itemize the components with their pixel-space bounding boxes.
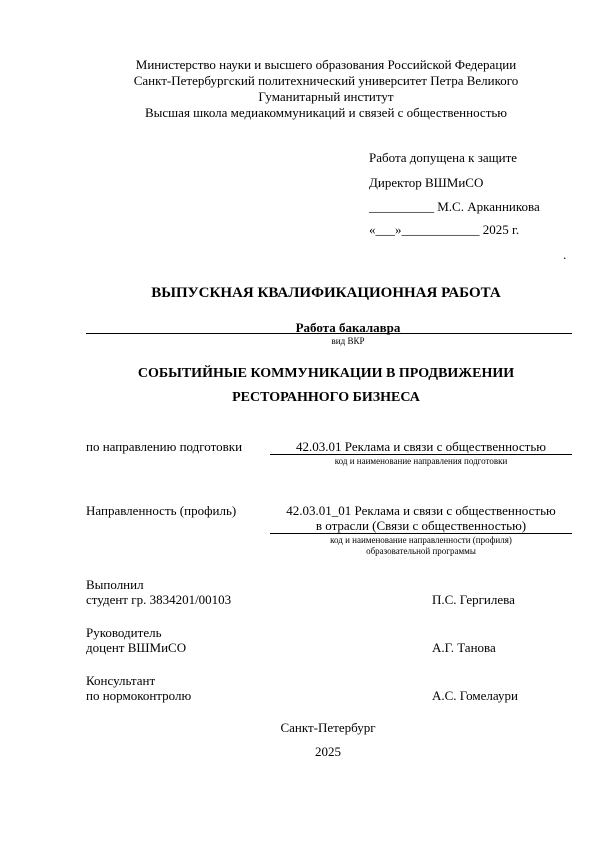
approval-signature: __________ М.С. Арканникова	[369, 199, 540, 214]
approval-dot: .	[563, 247, 567, 262]
profile-underline	[270, 533, 572, 534]
consultant-label: Консультант	[86, 673, 156, 688]
direction-value: 42.03.01 Реклама и связи с общественностью	[296, 439, 546, 454]
work-type-underline	[86, 333, 572, 334]
direction-caption: код и наименование направления подготовки	[334, 456, 508, 466]
institute-line: Гуманитарный институт	[258, 89, 394, 104]
work-type-caption: вид ВКР	[331, 336, 365, 346]
document-title: ВЫПУСКНАЯ КВАЛИФИКАЦИОННАЯ РАБОТА	[151, 285, 501, 301]
performer-label: Выполнил	[86, 577, 144, 592]
supervisor-position: доцент ВШМиСО	[86, 640, 187, 655]
footer-city: Санкт-Петербург	[280, 720, 376, 735]
approval-date: «___»____________ 2025 г.	[369, 222, 520, 237]
profile-label: Направленность (профиль)	[86, 503, 237, 518]
direction-underline	[270, 454, 572, 455]
school-line: Высшая школа медиакоммуникаций и связей с общественностью	[144, 105, 508, 120]
institution-header	[0, 57, 595, 121]
profile-value-line-2: в отрасли (Связи с общественностью)	[315, 518, 527, 533]
university-line: Санкт-Петербургский политехнический университет Петра Великого	[133, 73, 519, 88]
profile-value-line-1: 42.03.01_01 Реклама и связи с общественностью	[286, 503, 556, 518]
profile-caption-line-1: код и наименование направленности (профиля)	[330, 535, 512, 545]
topic-line-2: РЕСТОРАННОГО БИЗНЕСА	[232, 390, 420, 405]
direction-label: по направлению подготовки	[86, 439, 243, 454]
consultant-name: А.С. Гомелаури	[432, 688, 518, 703]
approval-director: Директор ВШМиСО	[369, 175, 484, 190]
supervisor-name: А.Г. Танова	[432, 640, 496, 655]
topic-line-1: СОБЫТИЙНЫЕ КОММУНИКАЦИИ В ПРОДВИЖЕНИИ	[137, 366, 515, 381]
ministry-line: Министерство науки и высшего образования Российской Федерации	[135, 57, 517, 72]
supervisor-label: Руководитель	[86, 625, 162, 640]
performer-name: П.С. Гергилева	[432, 592, 515, 607]
approval-admitted: Работа допущена к защите	[369, 150, 518, 165]
work-type-value: Работа бакалавра	[295, 320, 401, 335]
performer-group: студент гр. 3834201/00103	[86, 592, 232, 607]
consultant-role: по нормоконтролю	[86, 688, 192, 703]
footer-year: 2025	[315, 744, 341, 759]
profile-caption-line-2: образовательной программы	[366, 546, 476, 556]
